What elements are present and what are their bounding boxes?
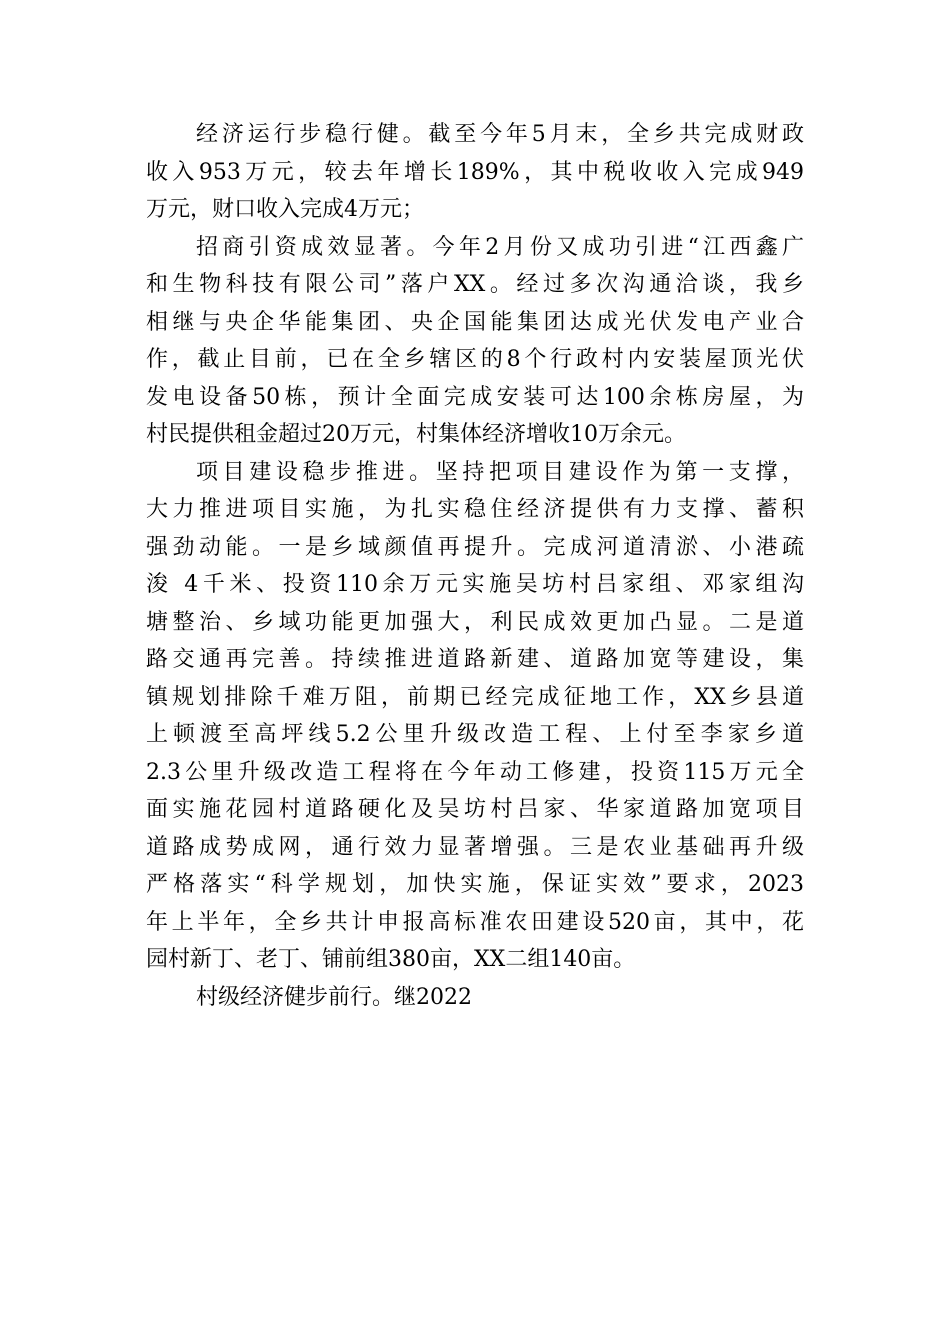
text-line: 园村新丁、老丁、铺前组380亩，XX二组140亩。 (146, 947, 636, 972)
text-line: 村民提供租金超过20万元，村集体经济增收10万余元。 (146, 422, 686, 447)
text-line: 收入953万元，较去年增长189%，其中税收收入完成949 (146, 159, 804, 185)
paragraph-economy (146, 116, 804, 229)
document-body (146, 116, 804, 1016)
text-line: 经济运行步稳行健。截至今年5月末，全乡共完成财政 (196, 122, 804, 147)
text-line: 项目建设稳步推进。坚持把项目建设作为第一支撑， (196, 459, 804, 485)
text-line: 面实施花园村道路硬化及吴坊村吕家、华家道路加宽项目 (146, 797, 804, 822)
text-line: 强劲动能。一是乡域颜值再提升。完成河道清淤、小港疏 (146, 534, 804, 560)
text-line: 和生物科技有限公司”落户XX。经过多次沟通洽谈，我乡 (146, 272, 804, 297)
text-line: 年上半年，全乡共计申报高标准农田建设520亩，其中，花 (146, 909, 804, 935)
text-line: 发电设备50栋，预计全面完成安装可达100余栋房屋，为 (146, 384, 804, 410)
text-line: 2.3公里升级改造工程将在今年动工修建，投资115万元全 (146, 759, 804, 785)
text-line: 浚 4千米、投资110余万元实施吴坊村吕家组、邓家组沟 (146, 572, 804, 597)
text-line: 路交通再完善。持续推进道路新建、道路加宽等建设，集 (146, 647, 804, 672)
text-line: 严格落实“科学规划，加快实施，保证实效”要求，2023 (146, 872, 804, 897)
text-line: 作，截止目前，已在全乡辖区的8个行政村内安装屋顶光伏 (146, 347, 804, 372)
paragraph-village-economy (146, 979, 804, 1017)
text-line: 招商引资成效显著。今年2月份又成功引进“江西鑫广 (196, 234, 804, 260)
text-line: 万元，财口收入完成4万元； (146, 197, 424, 222)
text-line: 上顿渡至高坪线5.2公里升级改造工程、上付至李家乡道 (146, 722, 804, 747)
text-line: 村级经济健步前行。继2022 (196, 984, 472, 1010)
text-line: 相继与央企华能集团、央企国能集团达成光伏发电产业合 (146, 309, 804, 335)
paragraph-investment (146, 229, 804, 454)
text-line: 塘整治、乡域功能更加强大，利民成效更加凸显。二是道 (146, 609, 804, 635)
text-line: 大力推进项目实施，为扎实稳住经济提供有力支撑、蓄积 (146, 497, 804, 522)
text-line: 道路成势成网，通行效力显著增强。三是农业基础再升级 (146, 834, 804, 860)
paragraph-projects (146, 454, 804, 979)
text-line: 镇规划排除千难万阻，前期已经完成征地工作，XX乡县道 (146, 684, 804, 710)
